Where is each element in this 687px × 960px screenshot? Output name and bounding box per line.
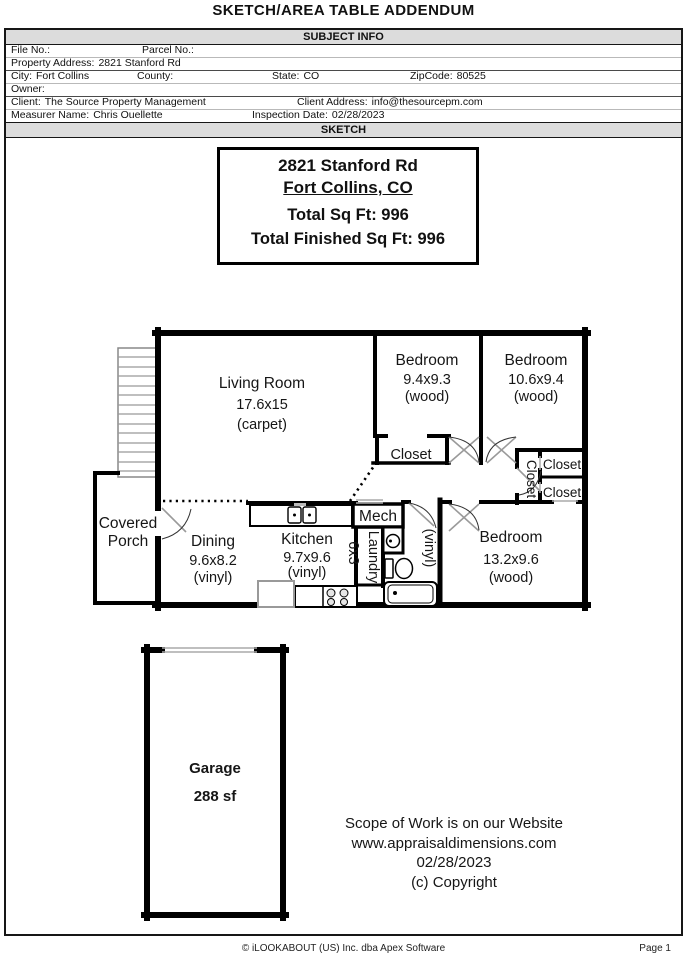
bedroom2-dims: 10.6x9.4 [508, 372, 564, 388]
field-parcel-no: Parcel No.: [142, 44, 194, 56]
summary-total-sqft: Total Sq Ft: 996 [287, 206, 409, 224]
bedroom1-floor: (wood) [404, 389, 450, 405]
room-labels [99, 352, 582, 805]
porch-label-line1: Covered [98, 515, 158, 532]
garage-label: Garage [189, 760, 241, 777]
field-inspection-date: Inspection Date: 02/28/2023 [252, 109, 385, 121]
closet-right-bottom-label: Closet [542, 485, 582, 500]
garage-walls [144, 647, 286, 918]
porch-label-line2: Porch [107, 533, 149, 550]
bath-floor-label: (vinyl) [421, 528, 437, 568]
living-room-label: Living Room [218, 375, 306, 392]
scope-note-line4: (c) Copyright [411, 873, 497, 891]
closet-bedroom1-label: Closet [390, 447, 432, 463]
bedroom3-dims: 13.2x9.6 [483, 552, 539, 568]
summary-finished-sqft: Total Finished Sq Ft: 996 [250, 230, 446, 248]
bedroom1-label: Bedroom [395, 352, 459, 369]
scope-note-line3: 02/28/2023 [416, 854, 492, 871]
fridge-icon [258, 581, 294, 607]
dining-dims: 9.6x8.2 [189, 553, 237, 569]
footer-copyright: © iLOOKABOUT (US) Inc. dba Apex Software [241, 943, 446, 954]
field-zipcode: ZipCode: 80525 [410, 70, 486, 82]
field-county: County: [137, 70, 174, 82]
field-client: Client: The Source Property Management [11, 96, 206, 108]
field-measurer-name: Measurer Name: Chris Ouellette [11, 109, 163, 121]
page-title: SKETCH/AREA TABLE ADDENDUM [212, 2, 475, 19]
scope-note-line2: www.appraisaldimensions.com [351, 834, 557, 852]
scope-note-line1: Scope of Work is on our Website [345, 815, 563, 832]
bedroom2-floor: (wood) [513, 389, 559, 405]
laundry-dims: 6x3 [345, 541, 361, 565]
sketch-section-header: SKETCH [6, 122, 681, 138]
dining-label: Dining [191, 533, 235, 550]
dotted-dividers [163, 466, 374, 501]
field-owner: Owner: [11, 83, 45, 95]
kitchen-floor: (vinyl) [287, 565, 327, 581]
garage-door-opening [162, 648, 257, 652]
kitchen-label: Kitchen [281, 531, 333, 548]
subject-info-header: SUBJECT INFO [6, 30, 681, 45]
garage-area-label: 288 sf [193, 788, 237, 805]
toilet-icon [385, 559, 393, 578]
closet-hall-label: Closet [524, 459, 539, 499]
field-state: State: CO [272, 70, 320, 82]
scope-note [330, 814, 578, 892]
footer-page-number: Page 1 [639, 943, 671, 954]
bedroom3-label: Bedroom [479, 529, 543, 546]
kitchen-dims: 9.7x9.6 [283, 550, 331, 566]
dining-floor: (vinyl) [193, 570, 233, 586]
summary-city: Fort Collins, CO [283, 178, 413, 197]
faucet-icon [294, 503, 306, 506]
field-city: City: Fort Collins [11, 70, 90, 82]
field-file-no: File No.: [11, 44, 51, 56]
living-room-dims: 17.6x15 [236, 397, 288, 413]
mech-label: Mech [359, 508, 397, 525]
bedroom2-label: Bedroom [504, 352, 568, 369]
bedroom1-dims: 9.4x9.3 [403, 372, 451, 388]
summary-address: 2821 Stanford Rd [278, 156, 418, 175]
lower-counter [295, 586, 357, 607]
toilet-icon [396, 559, 413, 579]
field-property-address: Property Address: 2821 Stanford Rd [11, 57, 181, 69]
closet-right-top-label: Closet [542, 457, 582, 472]
bedroom3-floor: (wood) [488, 570, 534, 586]
laundry-label: Laundry [365, 530, 381, 584]
stairs [118, 348, 157, 477]
field-client-address: Client Address: info@thesourcepm.com [297, 96, 483, 108]
living-room-floor: (carpet) [237, 417, 287, 433]
